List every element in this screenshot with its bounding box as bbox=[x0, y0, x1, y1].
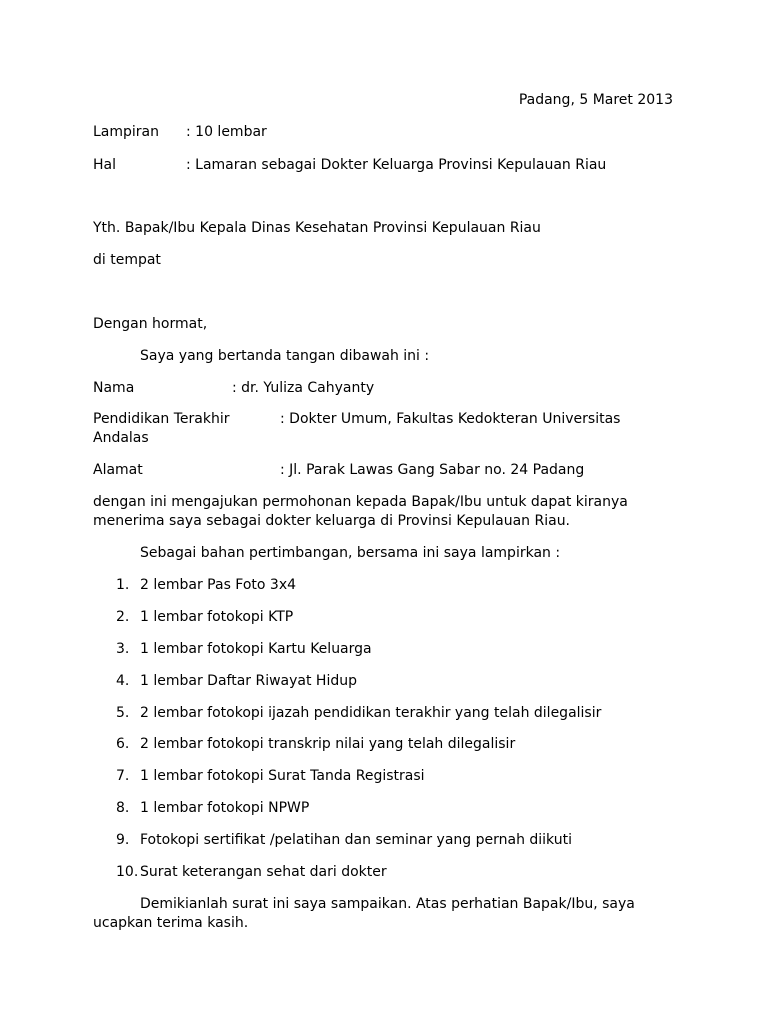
lampiran-value: : 10 lembar bbox=[186, 124, 267, 140]
intro-paragraph: Saya yang bertanda tangan dibawah ini : bbox=[140, 348, 430, 364]
list-item-number: 2. bbox=[116, 609, 130, 625]
list-item-number: 1. bbox=[116, 577, 130, 593]
alamat-value: : Jl. Parak Lawas Gang Sabar no. 24 Padang bbox=[280, 462, 585, 478]
list-item: Surat keterangan sehat dari dokter bbox=[140, 864, 387, 880]
list-item-number: 7. bbox=[116, 768, 130, 784]
list-item: 1 lembar fotokopi NPWP bbox=[140, 800, 310, 816]
list-item-number: 9. bbox=[116, 832, 130, 848]
lampiran-label: Lampiran bbox=[93, 124, 160, 140]
recipient-place: di tempat bbox=[93, 252, 161, 268]
alamat-label: Alamat bbox=[93, 462, 143, 478]
list-item: 2 lembar fotokopi transkrip nilai yang telah dilegalisir bbox=[140, 736, 516, 752]
list-item-number: 5. bbox=[116, 705, 130, 721]
pendidikan-continued: Andalas bbox=[93, 430, 149, 446]
pendidikan-label: Pendidikan Terakhir bbox=[93, 411, 230, 427]
hal-label: Hal bbox=[93, 157, 116, 173]
pendidikan-value: : Dokter Umum, Fakultas Kedokteran Universitas bbox=[280, 411, 621, 427]
list-item-number: 4. bbox=[116, 673, 130, 689]
body-line-1: dengan ini mengajukan permohonan kepada Bapak/Ibu untuk dapat kiranya bbox=[93, 494, 628, 510]
list-item: Fotokopi sertifikat /pelatihan dan seminar yang pernah diikuti bbox=[140, 832, 572, 848]
body-line-2: menerima saya sebagai dokter keluarga di Provinsi Kepulauan Riau. bbox=[93, 513, 571, 529]
salutation: Dengan hormat, bbox=[93, 316, 208, 332]
list-item: 2 lembar fotokopi ijazah pendidikan terakhir yang telah dilegalisir bbox=[140, 705, 602, 721]
list-item-number: 3. bbox=[116, 641, 130, 657]
list-item: 1 lembar fotokopi KTP bbox=[140, 609, 294, 625]
list-item-number: 8. bbox=[116, 800, 130, 816]
list-item: 1 lembar fotokopi Kartu Keluarga bbox=[140, 641, 372, 657]
list-item-number: 6. bbox=[116, 736, 130, 752]
list-item: 1 lembar fotokopi Surat Tanda Registrasi bbox=[140, 768, 425, 784]
closing-line-1: Demikianlah surat ini saya sampaikan. Atas perhatian Bapak/Ibu, saya bbox=[140, 896, 635, 912]
nama-value: : dr. Yuliza Cahyanty bbox=[232, 380, 375, 396]
list-item-number: 10. bbox=[116, 864, 139, 880]
attachments-intro: Sebagai bahan pertimbangan, bersama ini saya lampirkan : bbox=[140, 545, 561, 561]
recipient: Yth. Bapak/Ibu Kepala Dinas Kesehatan Provinsi Kepulauan Riau bbox=[93, 220, 541, 236]
list-item: 2 lembar Pas Foto 3x4 bbox=[140, 577, 297, 593]
closing-line-2: ucapkan terima kasih. bbox=[93, 915, 249, 931]
place-date: Padang, 5 Maret 2013 bbox=[518, 92, 673, 108]
list-item: 1 lembar Daftar Riwayat Hidup bbox=[140, 673, 357, 689]
nama-label: Nama bbox=[93, 380, 135, 396]
hal-value: : Lamaran sebagai Dokter Keluarga Provinsi Kepulauan Riau bbox=[186, 157, 607, 173]
